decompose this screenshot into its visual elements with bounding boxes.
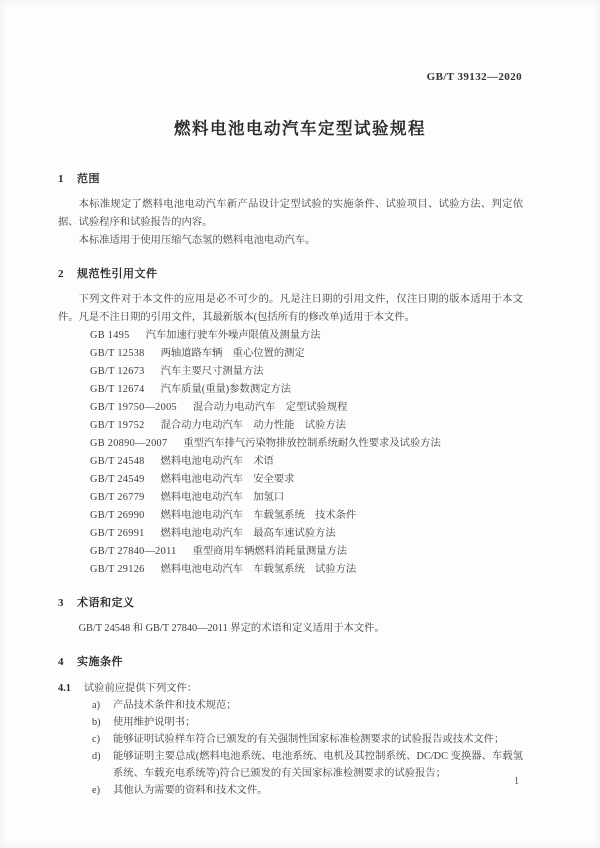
reference-item	[58, 381, 523, 399]
reference-item	[58, 561, 523, 579]
reference-code: GB/T 12674	[90, 384, 145, 395]
reference-item	[58, 471, 523, 489]
normative-reference-list	[58, 327, 523, 579]
section-3-heading	[58, 595, 523, 611]
page-number: 1	[514, 776, 519, 787]
clause-4-1	[58, 680, 523, 697]
reference-code: GB/T 12538	[90, 348, 145, 359]
reference-title: 重型商用车辆燃料消耗量测量方法	[192, 546, 348, 557]
clause-4-1-number: 4.1	[58, 683, 71, 694]
reference-code: GB/T 24548	[90, 456, 145, 467]
section-4-heading	[58, 654, 523, 670]
reference-item	[58, 345, 523, 363]
list-item-text: 能够证明主要总成(燃料电池系统、电池系统、电机及其控制系统、DC/DC 变换器、车载氢系统、车载充电系统等)符合已颁发的有关国家标准检测要求的试验报告；	[113, 751, 523, 779]
reference-title: 燃料电池电动汽车 加氢口	[160, 492, 285, 503]
reference-item	[58, 489, 523, 507]
document-content	[58, 171, 523, 799]
section-2-title: 规范性引用文件	[77, 268, 158, 280]
list-item-marker: b)	[92, 717, 101, 728]
list-item-marker: e)	[92, 785, 100, 796]
reference-code: GB/T 19750—2005	[90, 402, 177, 413]
section-1-paragraph: 本标准规定了燃料电池电动汽车新产品设计定型试验的实施条件、试验项目、试验方法、判定依据、试验程序和试验报告的内容。	[58, 199, 523, 228]
reference-item	[58, 327, 523, 345]
list-item	[92, 731, 523, 748]
reference-title: 燃料电池电动汽车 最高车速试验方法	[160, 528, 336, 539]
reference-code: GB/T 29126	[90, 564, 145, 575]
reference-code: GB 20890—2007	[90, 438, 168, 449]
reference-code: GB/T 12673	[90, 366, 145, 377]
section-2-number: 2	[58, 268, 64, 280]
reference-item	[58, 507, 523, 525]
list-item-text: 使用维护说明书；	[113, 717, 196, 728]
list-item-marker: a)	[92, 700, 100, 711]
reference-title: 混合动力电动汽车 动力性能 试验方法	[160, 420, 346, 431]
reference-item	[58, 363, 523, 381]
reference-title: 重型汽车排气污染物排放控制系统耐久性要求及试验方法	[183, 438, 441, 449]
list-item-text: 产品技术条件和技术规范；	[113, 700, 237, 711]
document-title: 燃料电池电动汽车定型试验规程	[174, 119, 426, 138]
section-3-body	[58, 620, 523, 638]
section-2-body	[58, 291, 523, 327]
section-4-title: 实施条件	[77, 656, 123, 668]
header-standard-code: GB/T 39132—2020	[426, 71, 522, 83]
reference-title: 燃料电池电动汽车 安全要求	[160, 474, 295, 485]
clause-4-1-text: 试验前应提供下列文件：	[83, 683, 198, 694]
reference-item	[58, 525, 523, 543]
list-item-text: 能够证明试验样车符合已颁发的有关强制性国家标准检测要求的试验报告或技术文件；	[113, 734, 505, 745]
list-item	[92, 714, 523, 731]
reference-item	[58, 399, 523, 417]
reference-title: 燃料电池电动汽车 术语	[160, 456, 274, 467]
section-1-paragraph: 本标准适用于使用压缩气态氢的燃料电池电动汽车。	[78, 235, 316, 246]
reference-code: GB/T 27840—2011	[90, 546, 177, 557]
reference-code: GB/T 26990	[90, 510, 145, 521]
list-item	[92, 748, 523, 782]
required-documents-list	[58, 697, 523, 799]
reference-title: 混合动力电动汽车 定型试验规程	[192, 402, 348, 413]
section-3-title: 术语和定义	[77, 597, 135, 609]
list-item-marker: c)	[92, 734, 100, 745]
reference-item	[58, 453, 523, 471]
reference-title: 汽车加速行驶车外噪声限值及测量方法	[145, 330, 321, 341]
list-item	[92, 697, 523, 714]
section-2-intro: 下列文件对于本文件的应用是必不可少的。凡是注日期的引用文件，仅注日期的版本适用于本文件。凡是不注日期的引用文件，其最新版本(包括所有的修改单)适用于本文件。	[58, 294, 523, 323]
reference-item	[58, 435, 523, 453]
reference-code: GB/T 19752	[90, 420, 145, 431]
section-3-paragraph: GB/T 24548 和 GB/T 27840—2011 界定的术语和定义适用于本文件。	[78, 623, 385, 634]
reference-code: GB 1495	[90, 330, 130, 341]
reference-item	[58, 543, 523, 561]
section-1-title: 范围	[77, 173, 100, 185]
section-4-number: 4	[58, 656, 64, 668]
section-1-number: 1	[58, 173, 64, 185]
list-item-marker: d)	[92, 751, 101, 762]
section-2-heading	[58, 266, 523, 282]
reference-title: 燃料电池电动汽车 车载氢系统 试验方法	[160, 564, 357, 575]
section-1-body	[58, 196, 523, 250]
list-item-text: 其他认为需要的资料和技术文件。	[113, 785, 268, 796]
reference-title: 汽车主要尺寸测量方法	[160, 366, 264, 377]
list-item	[92, 782, 523, 799]
reference-title: 燃料电池电动汽车 车载氢系统 技术条件	[160, 510, 357, 521]
reference-title: 汽车质量(重量)参数测定方法	[160, 384, 292, 395]
reference-code: GB/T 24549	[90, 474, 145, 485]
section-3-number: 3	[58, 597, 64, 609]
reference-item	[58, 417, 523, 435]
reference-title: 两轴道路车辆 重心位置的测定	[160, 348, 305, 359]
section-1-heading	[58, 171, 523, 187]
reference-code: GB/T 26779	[90, 492, 145, 503]
reference-code: GB/T 26991	[90, 528, 145, 539]
